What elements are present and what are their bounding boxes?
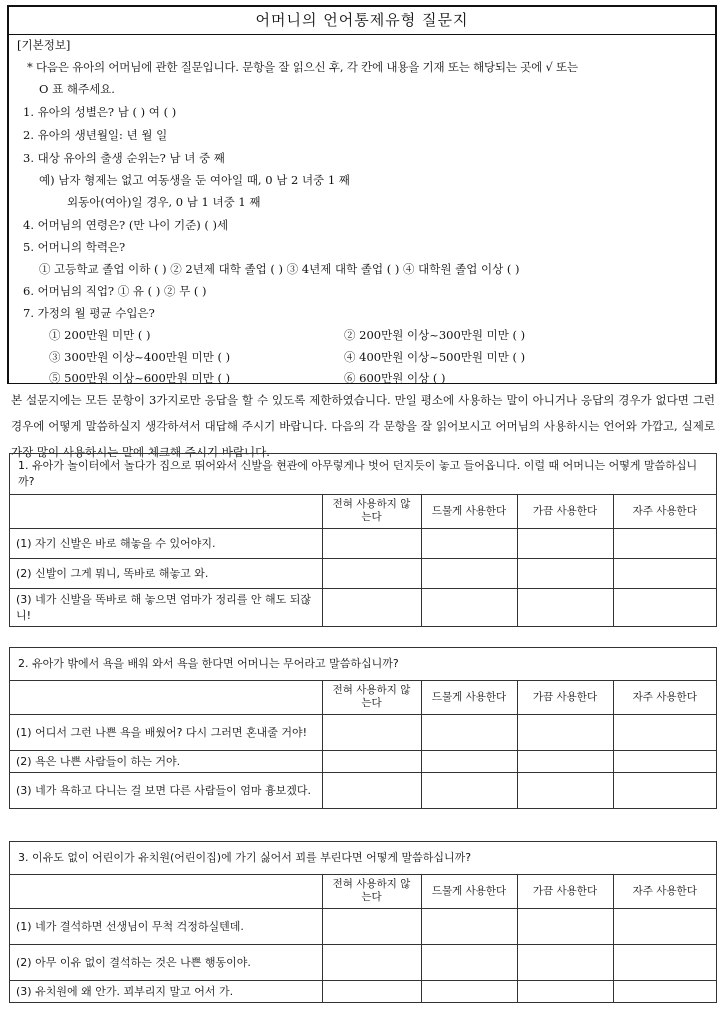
section-label: [기본정보] [17,38,71,52]
column-header: 자주 사용한다 [613,875,716,908]
column-header: 가끔 사용한다 [517,875,613,908]
answer-cell[interactable] [322,750,421,772]
answer-cell[interactable] [613,772,716,808]
answer-cell[interactable] [613,980,716,1002]
answer-cell[interactable] [517,908,613,944]
table-row [10,908,716,944]
column-header: 자주 사용한다 [613,495,716,528]
item-text: (2) 욕은 나쁜 사람들이 하는 거야. [10,750,322,772]
answer-cell[interactable] [421,588,517,626]
answer-cell[interactable] [613,750,716,772]
answer-cell[interactable] [517,772,613,808]
birth-order-example-1: 예) 남자 형제는 없고 여동생을 둔 여아일 때, 0 남 2 녀중 1 째 [39,173,350,187]
answer-cell[interactable] [421,772,517,808]
column-header: 드물게 사용한다 [421,681,517,714]
response-table [10,681,716,808]
column-header: 드물게 사용한다 [421,875,517,908]
income-option-3: ③ 300만원 이상~400만원 미만 ( ) [49,350,231,364]
answer-cell[interactable] [421,908,517,944]
answer-cell[interactable] [517,588,613,626]
page-title: 어머니의 언어통제유형 질문지 [7,5,717,35]
question-birthdate: 2. 유아의 생년월일: 년 월 일 [23,128,168,142]
question-mother-age: 4. 어머님의 연령은? (만 나이 기준) ( )세 [23,218,229,232]
table-row [10,772,716,808]
question-birth-order: 3. 대상 유아의 출생 순위는? 남 녀 중 째 [23,151,225,165]
answer-cell[interactable] [421,558,517,588]
answer-cell[interactable] [517,528,613,558]
answer-cell[interactable] [322,528,421,558]
income-option-6: ⑥ 600만원 이상 ( ) [344,371,446,385]
question-block-1 [9,453,717,627]
item-text: (1) 어디서 그런 나쁜 욕을 배웠어? 다시 그러면 혼내줄 거야! [10,714,322,750]
answer-cell[interactable] [322,944,421,980]
question-block-3 [9,841,717,1003]
income-option-2: ② 200만원 이상~300만원 미만 ( ) [344,328,526,342]
column-header: 자주 사용한다 [613,681,716,714]
table-row [10,528,716,558]
answer-cell[interactable] [517,714,613,750]
birth-order-example-2: 외동아(여아)일 경우, 0 남 1 녀중 1 째 [67,195,261,209]
table-row [10,588,716,626]
questionnaire-page [7,5,717,1011]
question-education: 5. 어머니의 학력은? [23,240,126,254]
column-header: 전혀 사용하지 않는다 [322,495,421,528]
item-text: (1) 자기 신발은 바로 해놓을 수 있어야지. [10,528,322,558]
column-header: 전혀 사용하지 않는다 [322,875,421,908]
income-option-4: ④ 400만원 이상~500만원 미만 ( ) [344,350,526,364]
answer-cell[interactable] [517,558,613,588]
item-text: (1) 네가 결석하면 선생님이 무척 걱정하실텐데. [10,908,322,944]
column-header: 가끔 사용한다 [517,495,613,528]
answer-cell[interactable] [322,714,421,750]
basic-info-section [7,34,717,384]
answer-cell[interactable] [613,558,716,588]
answer-cell[interactable] [421,980,517,1002]
table-row [10,980,716,1002]
answer-cell[interactable] [613,528,716,558]
answer-cell[interactable] [517,980,613,1002]
answer-cell[interactable] [421,528,517,558]
survey-instructions: 본 설문지에는 모든 문항이 3가지로만 응답을 할 수 있도록 제한하였습니다. 만일 평소에 사용하는 말이 아니거나 응답의 경우가 없다면 그런 경우에 어떻게 말씀하실지 생각하셔서 대답해 주시기 바랍니다. 다음의 각 문항을 잘 읽어보시고 어머님의 사용하시는 언어와 가깝고, 실제로 가장 많이 사용하시는 말에 체크해 주시기 바랍니다. [11,393,715,459]
column-header: 전혀 사용하지 않는다 [322,681,421,714]
answer-cell[interactable] [322,980,421,1002]
question-income: 7. 가정의 월 평균 수입은? [23,306,155,320]
item-text: (2) 아무 이유 없이 결석하는 것은 나쁜 행동이야. [10,944,322,980]
answer-cell[interactable] [421,944,517,980]
instruction-line-1: * 다음은 유아의 어머님에 관한 질문입니다. 문항을 잘 읽으신 후, 각 칸에 내용을 기재 또는 해당되는 곳에 √ 또는 [27,60,578,74]
income-option-1: ① 200만원 미만 ( ) [49,328,151,342]
question-text: 2. 유아가 밖에서 욕을 배워 와서 욕을 한다면 어머니는 무어라고 말씀하십니까? [10,648,716,681]
instruction-line-2: O 표 해주세요. [39,82,115,96]
table-row [10,750,716,772]
item-text: (3) 유치원에 왜 안가. 꾀부리지 말고 어서 가. [10,980,322,1002]
table-row [10,944,716,980]
item-text: (2) 신발이 그게 뭐니, 똑바로 해놓고 와. [10,558,322,588]
income-option-5: ⑤ 500만원 이상~600만원 미만 ( ) [49,371,231,385]
answer-cell[interactable] [613,944,716,980]
table-row [10,714,716,750]
item-text: (3) 네가 욕하고 다니는 걸 보면 다른 사람들이 엄마 흉보겠다. [10,772,322,808]
education-options: ① 고등학교 졸업 이하 ( ) ② 2년제 대학 졸업 ( ) ③ 4년제 대학 졸업 ( ) ④ 대학원 졸업 이상 ( ) [39,262,520,276]
answer-cell[interactable] [322,588,421,626]
question-occupation: 6. 어머님의 직업? ① 유 ( ) ② 무 ( ) [23,284,207,298]
question-text: 1. 유아가 놀이터에서 놀다가 집으로 뛰어와서 신발을 현관에 아무렇게나 벗어 던지듯이 놓고 들어옵니다. 이럴 때 어머니는 어떻게 말씀하십니까? [10,454,716,495]
answer-cell[interactable] [421,714,517,750]
answer-cell[interactable] [322,772,421,808]
question-gender: 1. 유아의 성별은? 남 ( ) 여 ( ) [23,105,177,119]
answer-cell[interactable] [613,714,716,750]
answer-cell[interactable] [421,750,517,772]
response-table [10,875,716,1002]
answer-cell[interactable] [517,750,613,772]
column-header: 드물게 사용한다 [421,495,517,528]
answer-cell[interactable] [322,908,421,944]
answer-cell[interactable] [613,908,716,944]
answer-cell[interactable] [322,558,421,588]
item-text: (3) 네가 신발을 똑바로 해 놓으면 엄마가 정리를 안 해도 되잖니! [10,588,322,626]
column-header: 가끔 사용한다 [517,681,613,714]
question-block-2 [9,647,717,809]
table-row [10,558,716,588]
answer-cell[interactable] [613,588,716,626]
response-table [10,495,716,626]
answer-cell[interactable] [517,944,613,980]
question-text: 3. 이유도 없이 어린이가 유치원(어린이집)에 가기 싫어서 꾀를 부린다면 어떻게 말씀하십니까? [10,842,716,875]
